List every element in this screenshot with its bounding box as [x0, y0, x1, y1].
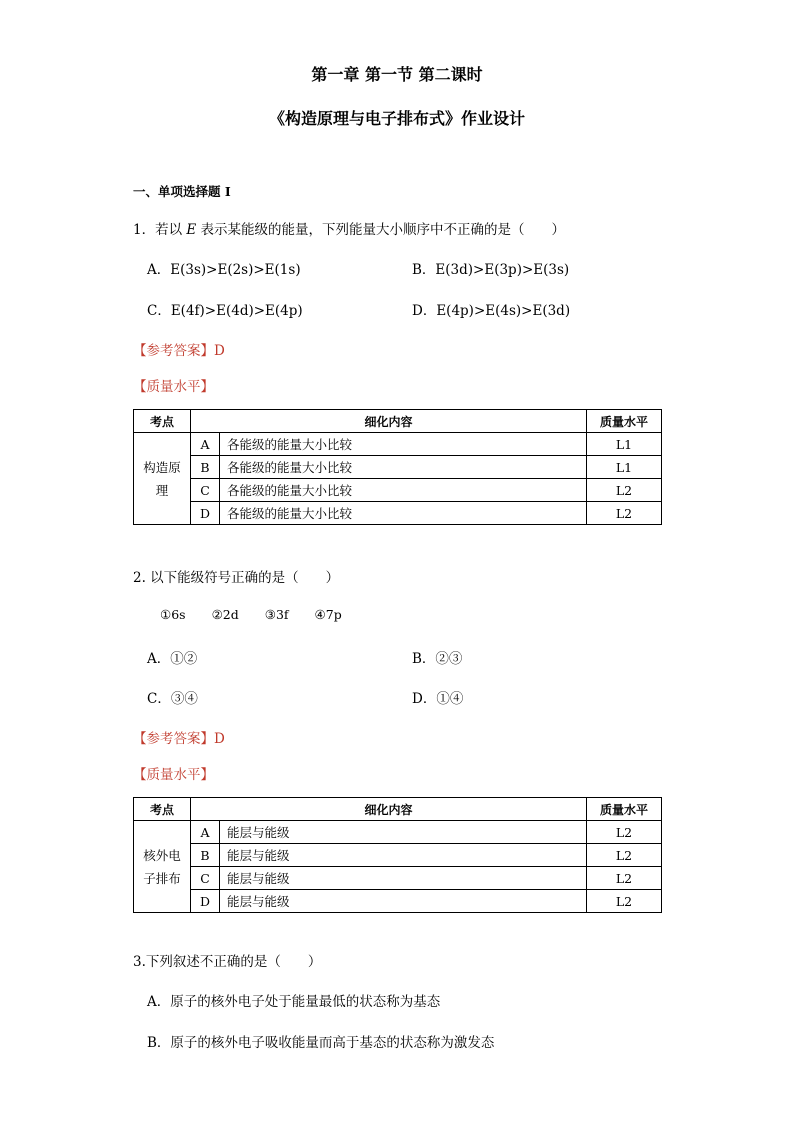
- q2-quality-table: [133, 797, 662, 913]
- topic-cell: 构造原理: [134, 433, 191, 525]
- q2-option-c: C．③④: [147, 691, 198, 707]
- row-content: 各能级的能量大小比较: [220, 479, 587, 502]
- row-letter: D: [191, 502, 220, 525]
- row-level: L2: [587, 479, 662, 502]
- row-level: L2: [587, 502, 662, 525]
- row-letter: B: [191, 844, 220, 867]
- table-row: [134, 844, 662, 867]
- header-level: 质量水平: [587, 798, 662, 821]
- row-level: L1: [587, 456, 662, 479]
- table-row: [134, 821, 662, 844]
- table-row: [134, 433, 662, 456]
- header-level: 质量水平: [587, 410, 662, 433]
- table-header-row: [134, 410, 662, 433]
- header-detail: 细化内容: [191, 798, 587, 821]
- table-row: [134, 456, 662, 479]
- row-content: 能层与能级: [220, 890, 587, 913]
- row-content: 能层与能级: [220, 821, 587, 844]
- row-letter: C: [191, 867, 220, 890]
- q2-item: ③3f: [264, 607, 289, 622]
- question-2-stem: 2. 以下能级符号正确的是（ ）: [133, 570, 340, 586]
- table-row: [134, 890, 662, 913]
- q1-quality-label: 【质量水平】: [133, 379, 214, 395]
- topic-cell: 核外电子排布: [134, 821, 191, 913]
- q3-option-b: B．原子的核外电子吸收能量而高于基态的状态称为激发态: [147, 1035, 495, 1051]
- question-1-stem: 1．若以 E 表示某能级的能量，下列能量大小顺序中不正确的是（ ）: [133, 222, 566, 238]
- header-detail: 细化内容: [191, 410, 587, 433]
- q2-item: ④7p: [314, 607, 342, 622]
- row-level: L2: [587, 844, 662, 867]
- header-topic: 考点: [134, 410, 191, 433]
- row-letter: A: [191, 821, 220, 844]
- row-content: 能层与能级: [220, 844, 587, 867]
- row-level: L2: [587, 867, 662, 890]
- row-content: 各能级的能量大小比较: [220, 433, 587, 456]
- q2-option-d: D．①④: [412, 691, 464, 707]
- q2-quality-label: 【质量水平】: [133, 767, 214, 783]
- q2-option-b: B．②③: [412, 651, 463, 667]
- q3-option-a: A．原子的核外电子处于能量最低的状态称为基态: [147, 994, 441, 1010]
- row-letter: A: [191, 433, 220, 456]
- q1-option-d: D．E(4p)>E(4s)>E(3d): [412, 303, 571, 319]
- page-subtitle: 《构造原理与电子排布式》作业设计: [268, 109, 525, 128]
- table-row: [134, 479, 662, 502]
- q1-option-b: B．E(3d)>E(3p)>E(3s): [412, 262, 570, 278]
- q2-items: [160, 607, 368, 622]
- page-title: 第一章 第一节 第二课时: [311, 65, 483, 84]
- question-3-stem: 3.下列叙述不正确的是（ ）: [133, 954, 322, 970]
- table-header-row: [134, 798, 662, 821]
- q1-quality-table: [133, 409, 662, 525]
- row-level: L1: [587, 433, 662, 456]
- q2-item: ②2d: [211, 607, 239, 622]
- q2-option-a: A．①②: [147, 651, 198, 667]
- row-letter: B: [191, 456, 220, 479]
- row-letter: C: [191, 479, 220, 502]
- q2-item: ①6s: [160, 607, 186, 622]
- section-heading: 一、单项选择题 I: [133, 184, 231, 199]
- q2-answer: 【参考答案】D: [133, 731, 225, 747]
- row-content: 各能级的能量大小比较: [220, 456, 587, 479]
- q1-option-a: A．E(3s)>E(2s)>E(1s): [147, 262, 301, 278]
- q1-answer: 【参考答案】D: [133, 343, 225, 359]
- row-content: 各能级的能量大小比较: [220, 502, 587, 525]
- header-topic: 考点: [134, 798, 191, 821]
- table-row: [134, 867, 662, 890]
- q1-option-c: C．E(4f)>E(4d)>E(4p): [147, 303, 303, 319]
- row-letter: D: [191, 890, 220, 913]
- row-level: L2: [587, 821, 662, 844]
- table-row: [134, 502, 662, 525]
- row-level: L2: [587, 890, 662, 913]
- row-content: 能层与能级: [220, 867, 587, 890]
